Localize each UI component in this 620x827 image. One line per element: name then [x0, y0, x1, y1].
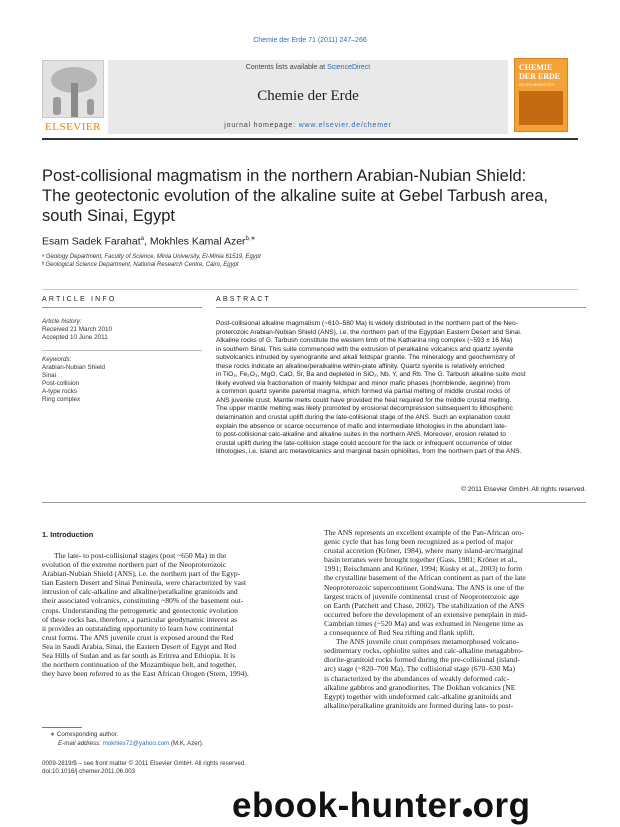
article-title	[42, 166, 582, 226]
accepted-date: Accepted 10 June 2011	[42, 334, 108, 341]
body-line: Sea in Saudi Arabia, Sinai, the Eastern Desert of Egypt and Red	[42, 641, 237, 651]
journal-cover-thumbnail	[514, 58, 568, 132]
affiliation: ᵃ Geology Department, Faculty of Science, Minia University, El-Minia 61519, Egypt	[42, 254, 261, 260]
body-line: on Earth (Patchett and Chase, 2002). The stabilization of the ANS	[324, 600, 525, 610]
abstract-line: Alkaline rocks of G. Tarbush constitute the western limb of the Katharina ring complex (~593 ± 16 Ma)	[216, 337, 513, 345]
author-list	[42, 235, 256, 248]
elsevier-logo	[42, 60, 104, 134]
abstract-line: likely evolved via fractionation of mainly feldspar and minor mafic phases (hornblende, aegirine) from	[216, 379, 510, 387]
keyword: Post-collision	[42, 380, 80, 387]
elsevier-wordmark: ELSEVIER	[45, 121, 101, 133]
abstract-line: to post-collisional calc-alkaline and alkaline suites in the northern ANS. Moreover, erosion related to	[216, 431, 506, 439]
body-line: occurred before the development of an extensive peneplain in mid-	[324, 609, 528, 619]
footnote-rule	[42, 727, 82, 728]
body-line: The ANS juvenile crust comprises metamorphosed volcano-	[336, 637, 520, 647]
abstract-line: in southern Sinai. This suite commenced with the extrusion of peralkaline volcanics and quartz syenite	[216, 345, 514, 353]
abstract-line: these rocks indicate an alkaline/peralkaline within-plate affinity. Quartz syenite is relatively enriched	[216, 362, 505, 370]
abstract-line: delamination and crustal uplift during the late-collisional stage of the ANS. Such an explanation could	[216, 414, 510, 422]
affiliation: ᵇ Geological Science Department, National Research Centre, Cairo, Egypt	[42, 262, 239, 268]
abstract-line: lithologies, i.e. island arc metavolcanics and marginal basin ophiolites, from the northern part of the ANS.	[216, 448, 522, 456]
sciencedirect-link[interactable]: ScienceDirect	[327, 64, 371, 71]
received-date: Received 21 March 2010	[42, 326, 113, 333]
author-name[interactable]: Mokhles Kamal Azer	[149, 235, 246, 248]
email-label: E-mail address:	[58, 740, 103, 747]
body-line: diorite-granitoid rocks formed during the pre-collisional (island-	[324, 655, 520, 665]
body-line: The ANS represents an excellent example of the Pan-African oro-	[324, 528, 525, 537]
title-line: Post-collisional magmatism in the northern Arabian-Nubian Shield:	[42, 167, 527, 185]
body-line: it provides an outstanding opportunity to learn how continental	[42, 623, 234, 633]
body-line: alkaline gabbros and granodiorites. The Dokhan volcanics (NE	[324, 682, 516, 692]
body-line: the crystalline basement of the African continent as part of the late	[324, 573, 526, 583]
cover-title-1: CHEMIE	[519, 63, 553, 72]
author-affil-marker: b,∗	[245, 236, 256, 242]
homepage-link[interactable]: www.elsevier.de/chemer	[298, 122, 392, 129]
body-line: Sea Hills of Sudan and as far south as Eritrea and Ethiopia. It is	[42, 651, 236, 661]
body-line: crustal accretion (Kröner, 1984), where many island-arc/marginal	[324, 546, 524, 556]
section-rule	[42, 289, 578, 290]
abstract-line: ANS juvenile crust. Mantle melts could have provided the heat required for the middle crustal melting.	[216, 396, 512, 404]
watermark	[232, 788, 531, 824]
doi-link[interactable]: doi:10.1016/j.chemer.2011.06.003	[42, 768, 136, 775]
abstract-heading: ABSTRACT	[216, 296, 271, 303]
body-line: their associated volcanics, constituting ~80% of the basement out-	[42, 596, 244, 606]
info-rule	[42, 350, 202, 351]
journal-citation[interactable]: Chemie der Erde 71 (2011) 247–266	[253, 37, 367, 44]
article-info-heading: ARTICLE INFO	[42, 296, 117, 303]
abstract-line: crustal uplift during the late-collision stage could account for the lack or infrequent occurrence of older	[216, 439, 513, 447]
body-line: Egypt) together with undeformed calc-alkaline granitoids and	[324, 691, 512, 701]
homepage-prefix: journal homepage:	[224, 122, 299, 129]
intro-right-column	[324, 528, 586, 710]
body-line: arc) stage (~820–700 Ma). The collisional stage (670–630 Ma)	[324, 664, 516, 674]
abstract-line: a common quartz syenite parental magma, which formed via partial melting of middle crustal rocks of	[216, 388, 510, 396]
cover-subtitle: GEOCHEMISTRY	[519, 82, 555, 87]
body-line: a consequence of Red Sea rifting and flank uplift.	[324, 628, 475, 638]
title-line: The geotectonic evolution of the alkaline suite at Gebel Tarbush area,	[42, 187, 549, 205]
issn-line: 0009-2819/$ – see front matter © 2011 Elsevier GmbH. All rights reserved.	[42, 760, 246, 767]
corresponding-author-note: ∗ Corresponding author.	[50, 731, 119, 738]
keyword: A-type rocks	[42, 388, 77, 395]
body-line: Cambrian times (~520 Ma) and was exhumed in Neogene time as	[324, 618, 524, 628]
body-line: crust forms. The ANS juvenile crust is exposed around the Red	[42, 632, 234, 642]
watermark-text: org	[472, 786, 531, 825]
body-line: genic cycle that has long been recognized as a period of major	[324, 537, 514, 547]
body-line: tian Eastern Desert and Sinai Peninsula, were characterized by vast	[42, 578, 247, 588]
journal-name: Chemie der Erde	[257, 88, 359, 104]
section-heading-introduction: 1. Introduction	[42, 530, 94, 539]
copyright-notice: © 2011 Elsevier GmbH. All rights reserved.	[461, 486, 586, 493]
body-line: The late- to post-collisional stages (post ~650 Ma) in the	[54, 551, 227, 560]
abstract-line: explain the absence or scarce occurrence of mafic and intermediate lithologies in the abundant late-	[216, 422, 508, 430]
body-line: 1991; Reischmann and Kröner, 1994; Kusky et al., 2003) to form	[324, 564, 523, 574]
body-line: Arabian-Nubian Shield (ANS), i.e. the northern part of the Egyp-	[42, 569, 241, 579]
abstract-text	[216, 320, 586, 457]
body-line: Neoproterozoic supercontinent Gondwana. The ANS is one of the	[324, 582, 524, 592]
keyword: Arabian-Nubian Shield	[42, 364, 106, 371]
body-line: the northern continuation of the Mozambique belt, and together,	[42, 660, 237, 670]
watermark-dot	[463, 808, 472, 817]
intro-left-column	[42, 551, 304, 678]
email-link[interactable]: mokhles72@yahoo.com	[102, 740, 170, 747]
email-note	[58, 740, 204, 747]
watermark-text: ebook-hunter	[232, 786, 462, 825]
body-line: evolution of the extreme northern part of the Neoproterozoic	[42, 560, 227, 570]
abstract-bottom-rule	[42, 502, 586, 503]
body-line: of these rocks has, therefore, a particular geodynamic interest as	[42, 614, 238, 624]
abstract-line: subvolcanics intruded by syenogranite and alkali feldspar granite. The mineralogy and geochemistry of	[216, 354, 515, 362]
article-history	[42, 318, 112, 342]
header-rule	[42, 138, 578, 140]
cover-title-2: DER ERDE	[519, 72, 561, 81]
keywords-block	[42, 356, 105, 404]
keywords-label: Keywords:	[42, 356, 72, 363]
author-separator: ,	[143, 235, 150, 248]
body-line: they have been referred to as the East African Orogen (Stern, 1994).	[42, 669, 249, 679]
journal-homepage	[108, 122, 508, 129]
contents-prefix: Contents lists available at	[245, 64, 328, 71]
abstract-line: in TiO₂, Fe₂O₃, MgO, CaO, Sr, Ba and depleted in SiO₂, Nb, Y, and Rb. The G. Tarbush alkaline suite most	[216, 371, 526, 379]
email-suffix: (M.K. Azer).	[169, 740, 204, 747]
keyword: Ring complex	[42, 396, 81, 403]
abstract-line: proterozoic Arabian-Nubian Shield (ANS), i.e. the northern part of the Egyptian Eastern Desert and Sinai.	[216, 328, 522, 336]
cover-image	[519, 91, 563, 125]
history-label: Article history:	[42, 318, 82, 325]
author-name[interactable]: Esam Sadek Farahat	[42, 235, 141, 248]
body-line: is characterized by the abundances of weakly deformed calc-	[324, 673, 510, 683]
body-line: sedimentary rocks, ophiolite suites and calc-alkaline metagabbro-	[324, 646, 524, 656]
body-line: alkaline/peralkaline granitoids are formed during late- to post-	[324, 700, 514, 710]
title-line: south Sinai, Egypt	[42, 207, 175, 225]
body-line: basin terranes were brought together (Gass, 1981; Kröner et al.,	[324, 555, 518, 565]
body-line: intrusion of calc-alkaline and alkaline/peralkaline granitoids and	[42, 587, 238, 597]
body-line: crops. Understanding the petrogenetic and geotectonic evolution	[42, 605, 238, 615]
abstract-rule	[216, 307, 586, 308]
body-line: largest tracts of juvenile continental crust of Neoproterozoic age	[324, 591, 520, 601]
contents-line	[108, 64, 508, 71]
author-affil-marker: a	[140, 236, 144, 242]
abstract-line: Post-collisional alkaline magmatism (~610–580 Ma) is widely distributed in the northern part of the Neo-	[216, 320, 518, 327]
article-info-rule	[42, 307, 202, 308]
elsevier-tree-icon	[42, 60, 104, 118]
abstract-line: The upper mantle melting was likely promoted by erosional decompression subsequent to lithospheric	[216, 405, 513, 413]
keyword: Sinai	[42, 372, 57, 379]
